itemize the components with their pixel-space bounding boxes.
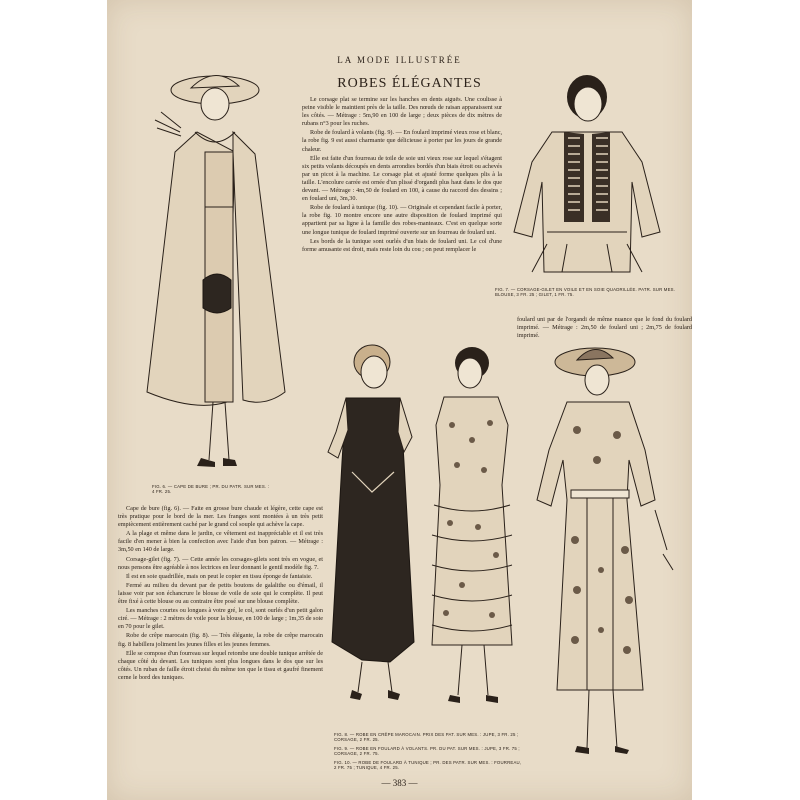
paragraph: Elle est faite d'un fourreau de toile de soie uni vieux rose sur lequel s'étagent six petits volants découpés en dents arrondies bordés d'un biais étroit ou achevés par un picot à la machine. Le corsage plat et ajusté forme quelques plis à la taille. L'encolure carrée est ornée d'un plissé d'organdi plus haut dans le dos que devant. — Métrage : 4m,50 de foulard en 100, à cause du raccord des dessins ; en foulard uni, 3m,30. xyxy=(302,154,502,203)
running-header: LA MODE ILLUSTRÉE xyxy=(337,55,462,65)
fig10-caption: FIG. 10. — ROBE DE FOULARD À TUNIQUE ; PR. DES PATR. SUR MES. : FOURREAU, 2 FR. 75 ; TUNIQUE, 4 FR. 25. xyxy=(334,760,522,771)
paragraph: Corsage-gilet (fig. 7). — Cette année les corsages-gilets sont très en vogue, et nous pensons être agréable à nos lectrices en leur donnant le gentil modèle fig. 7. xyxy=(118,555,323,571)
paragraph: Robe de foulard à tunique (fig. 10). — Originale et cependant facile à porter, la robe fig. 10 montre encore une autre disposition de foulard imprimé qui appartient par sa ligne à la famille des robes-manteaux. C'est en quelque sorte une longue tunique de foulard imprimé ouverte sur un fourreau de foulard uni. xyxy=(302,204,502,236)
fig6-cape-illustration xyxy=(135,62,295,482)
paragraph: Les bords de la tunique sont ourlés d'un biais de foulard uni. Le col d'une forme amusante est droit, mais reste loin du cou ; on peut remplacer le xyxy=(302,237,502,253)
paragraph: Le corsage plat se termine sur les hanches en dents aiguës. Une coulisse à peine visible le maintient près de la taille. Des nœuds de raisan apparaissent sur les côtés. — Métrage : 5m,90 en 100 de large ; deux pièces de dix mètres de rubans n°3 pour les ruches. xyxy=(302,96,502,128)
fig6-caption: FIG. 6. — CAPE DE BURE ; PR. DU PATR. SUR MES. : 4 FR. 25. xyxy=(152,484,270,495)
page-number: — 383 — xyxy=(381,778,418,788)
paragraph: Elle se compose d'un fourreau sur lequel retombe une double tunique arrêtée de chaque côté du devant. Les tuniques sont plus longues dans le dos que sur les côtés. Un ruban de faille étroit choisi du même ton que le tissu et gaufré finement cerne le bord des tuniques. xyxy=(118,649,323,681)
paragraph: Robe de crêpe marocain (fig. 8). — Très élégante, la robe de crêpe marocain fig. 8 habillera joliment les jeunes filles et les jeunes femmes. xyxy=(118,632,323,648)
fig9-caption: FIG. 9. — ROBE EN FOULARD À VOLANTS. PR. DU PAT. SUR MES. : JUPE, 3 FR. 75 ; CORSAGE, 2 FR. 75. xyxy=(334,746,520,757)
paragraph: Les manches courtes ou longues à votre gré, le col, sont ourlés d'un petit galon ciré. — Métrage : 2 mètres de voile pour la blouse, en 100 de large ; 1m,35 de soie en 70 pour le gilet. xyxy=(118,607,323,631)
article-title: ROBES ÉLÉGANTES xyxy=(337,76,482,91)
page-number-value: 383 xyxy=(392,778,407,788)
paragraph: foulard uni par de l'organdi de même nuance que le fond du foulard imprimé. — Métrage : 2m,50 de foulard uni ; 2m,75 de foulard imprimé. xyxy=(517,316,692,340)
text-column-bottom xyxy=(118,505,323,683)
fig10-foulard-tunique-illustration xyxy=(517,340,677,780)
fig8-caption: FIG. 8. — ROBE EN CRÊPE MAROCAIN. PRIX DES PAT. SUR MES. : JUPE, 3 FR. 25 ; CORSAGE, 2 FR. 25. xyxy=(334,732,519,743)
paragraph: Cape de bure (fig. 6). — Faite en grosse bure chaude et légère, cette cape est très pratique pour le bord de la mer. Les franges sont montées à un très petit empiècement entièrement caché par le grand col souple qui achève la cape. xyxy=(118,505,323,529)
magazine-page xyxy=(107,0,692,800)
text-column-top xyxy=(302,96,502,255)
paragraph: A la plage et même dans le jardin, ce vêtement est inappréciable et il est très facile d'en mener à bien la confection avec l'aide d'un bon patron. — Métrage : 3m,50 en 140 de large. xyxy=(118,530,323,554)
fig8-crepe-dress-illustration xyxy=(302,342,422,722)
paragraph: Il est en soie quadrillée, mais on peut le copier en tissu éponge de fantaisie. xyxy=(126,572,313,580)
paragraph: Robe de foulard à volants (fig. 9). — En foulard imprimé vieux rose et blanc, la robe fig. 9 est aussi charmante que délicieuse à porter par les jours de grande chaleur. xyxy=(302,129,502,153)
fig9-foulard-volants-illustration xyxy=(412,345,532,725)
fig7-caption: FIG. 7. — CORSAGE-GILET EN VOILE ET EN SOIE QUADRILLÉE. PATR. SUR MES. BLOUSE, 3 FR. 25 ; GILET, 1 FR. 75. xyxy=(495,287,676,298)
paragraph: Fermé au milieu du devant par de petits boutons de galalithe ou d'émail, il laisse voir par son échancrure le blouse de voile de soie qui le complète. Il peut être fixé à cette blouse ou au contraire être posé sur une blouse complète. xyxy=(118,581,323,606)
fig7-gilet-illustration xyxy=(492,72,682,282)
text-column-top-right xyxy=(517,316,692,341)
